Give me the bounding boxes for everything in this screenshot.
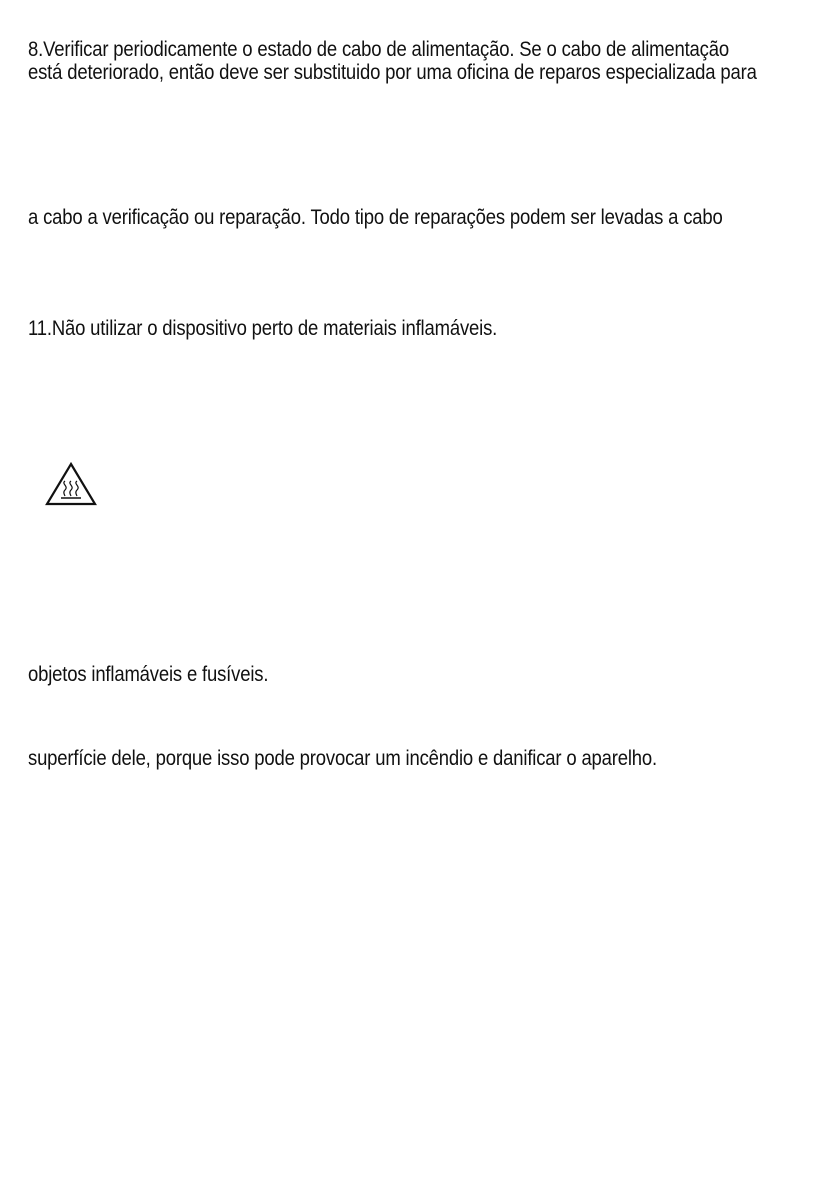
paragraph-8-line-1: 8.Verificar periodicamente o estado de cabo de alimentação. Se o cabo de alimentação — [28, 37, 729, 61]
hot-surface-warning-icon — [44, 461, 98, 507]
paragraph-8-line-2: está deteriorado, então deve ser substituido por uma oficina de reparos especializada para — [28, 60, 757, 84]
paragraph-11: 11.Não utilizar o dispositivo perto de materiais inflamáveis. — [28, 316, 498, 340]
flammable-objects-text: objetos inflamáveis e fusíveis. — [28, 662, 269, 686]
surface-warning-text: superfície dele, porque isso pode provocar um incêndio e danificar o aparelho. — [28, 746, 657, 770]
paragraph-8-continuation: a cabo a verificação ou reparação. Todo tipo de reparações podem ser levadas a cabo — [28, 205, 723, 229]
